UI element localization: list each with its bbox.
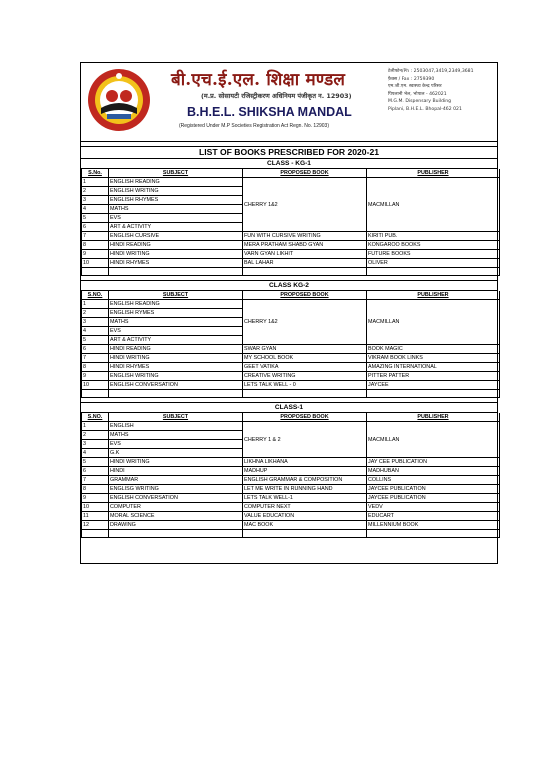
- empty-cell: [109, 530, 243, 538]
- book-cell: VARN GYAN LIKHIT: [243, 250, 367, 259]
- class-title: CLASS KG-2: [81, 280, 497, 291]
- table-header-row: [82, 291, 500, 300]
- class-title: CLASS-1: [81, 402, 497, 413]
- publisher-cell: JAYCEE PUBLICATION: [367, 494, 500, 503]
- sno-cell: 5: [82, 214, 109, 223]
- subject-cell: HINDI: [109, 467, 243, 476]
- sno-cell: 9: [82, 250, 109, 259]
- publisher-cell: AMAZING INTERNATIONAL: [367, 363, 500, 372]
- publisher-cell: MACMILLAN: [367, 422, 500, 458]
- subject-cell: ART & ACTIVITY: [109, 336, 243, 345]
- contact-block: [388, 68, 498, 114]
- sno-cell: 2: [82, 187, 109, 196]
- table-row: [82, 485, 500, 494]
- sno-cell: 3: [82, 196, 109, 205]
- sno-cell: 9: [82, 372, 109, 381]
- table-row: [82, 494, 500, 503]
- book-cell: CHERRY 1&2: [243, 178, 367, 232]
- subject-cell: GRAMMAR: [109, 476, 243, 485]
- publisher-cell: VEDV: [367, 503, 500, 512]
- subject-cell: ENGLISH: [109, 422, 243, 431]
- book-cell: MERA PRATHAM SHABD GYAN: [243, 241, 367, 250]
- empty-cell: [367, 390, 500, 398]
- book-cell: LETS TALK WELL-1: [243, 494, 367, 503]
- publisher-header: PUBLISHER: [367, 291, 500, 300]
- book-cell: COMPUTER NEXT: [243, 503, 367, 512]
- hindi-title: बी.एच.ई.एल. शिक्षा मण्डल: [171, 70, 346, 90]
- subject-cell: ENGLISH RHYMES: [109, 196, 243, 205]
- sno-cell: 2: [82, 431, 109, 440]
- publisher-cell: MACMILLAN: [367, 178, 500, 232]
- publisher-header: PUBLISHER: [367, 169, 500, 178]
- book-header: PROPOSED BOOK: [243, 291, 367, 300]
- table-row: [82, 467, 500, 476]
- sno-cell: 2: [82, 309, 109, 318]
- subject-header: SUBJECT: [109, 169, 243, 178]
- sections-container: [81, 158, 497, 538]
- book-list-sheet: [80, 62, 498, 564]
- subject-cell: G.K: [109, 449, 243, 458]
- book-cell: LIKHNA LIKHANA: [243, 458, 367, 467]
- publisher-cell: JAY CEE PUBLICATION: [367, 458, 500, 467]
- publisher-cell: MILLENNIUM BOOK: [367, 521, 500, 530]
- subject-cell: ENGLISH WRITING: [109, 187, 243, 196]
- table-row: [82, 521, 500, 530]
- empty-cell: [243, 530, 367, 538]
- sno-cell: 8: [82, 363, 109, 372]
- table-row: [82, 300, 500, 309]
- publisher-cell: JAYCEE PUBLICATION: [367, 485, 500, 494]
- table-row: [82, 354, 500, 363]
- sno-header: S.NO.: [82, 413, 109, 422]
- subject-cell: ENGLISH CONVERSATION: [109, 381, 243, 390]
- empty-cell: [82, 268, 109, 276]
- book-cell: BAL LAHAR: [243, 259, 367, 268]
- subject-cell: MATHS: [109, 205, 243, 214]
- subject-cell: HINDI WRITING: [109, 458, 243, 467]
- sno-cell: 6: [82, 467, 109, 476]
- english-title: B.H.E.L. SHIKSHA MANDAL: [187, 105, 352, 119]
- subject-cell: EVS: [109, 440, 243, 449]
- book-table: [81, 413, 500, 538]
- publisher-cell: MACMILLAN: [367, 300, 500, 345]
- book-cell: MAC BOOK: [243, 521, 367, 530]
- spacer-row: [82, 268, 500, 276]
- sno-cell: 7: [82, 476, 109, 485]
- sno-cell: 7: [82, 232, 109, 241]
- subject-cell: ENGLISH READING: [109, 178, 243, 187]
- publisher-cell: OLIVER: [367, 259, 500, 268]
- publisher-cell: FUTURE BOOKS: [367, 250, 500, 259]
- table-row: [82, 503, 500, 512]
- table-row: [82, 363, 500, 372]
- sno-cell: 6: [82, 345, 109, 354]
- subject-cell: HINDI RHYMES: [109, 259, 243, 268]
- subject-cell: ENGLISH CURSIVE: [109, 232, 243, 241]
- sno-cell: 11: [82, 512, 109, 521]
- subject-header: SUBJECT: [109, 291, 243, 300]
- subject-cell: MATHS: [109, 431, 243, 440]
- sno-cell: 10: [82, 259, 109, 268]
- sno-header: S.No.: [82, 169, 109, 178]
- contact-line: फ़ैक्स / Fax : 2759390: [388, 76, 435, 82]
- book-cell: ENGLISH GRAMMAR & COMPOSITION: [243, 476, 367, 485]
- contact-line: पिपलानी भेल, भोपाल - 462021: [388, 91, 447, 97]
- book-cell: LET ME WRITE IN RUNNING HAND: [243, 485, 367, 494]
- subject-header: SUBJECT: [109, 413, 243, 422]
- book-header: PROPOSED BOOK: [243, 413, 367, 422]
- sno-cell: 5: [82, 458, 109, 467]
- sno-cell: 8: [82, 485, 109, 494]
- subject-cell: ENGLISH CONVERSATION: [109, 494, 243, 503]
- publisher-cell: JAYCEE: [367, 381, 500, 390]
- subject-cell: MATHS: [109, 318, 243, 327]
- publisher-cell: PITTER PATTER: [367, 372, 500, 381]
- book-cell: CHERRY 1&2: [243, 300, 367, 345]
- empty-cell: [243, 268, 367, 276]
- sno-cell: 3: [82, 318, 109, 327]
- subject-cell: HINDI READING: [109, 345, 243, 354]
- publisher-header: PUBLISHER: [367, 413, 500, 422]
- sno-cell: 10: [82, 381, 109, 390]
- english-subtitle: (Registered Under M.P Societies Registration Act Regn. No. 12903): [179, 123, 329, 129]
- sno-cell: 7: [82, 354, 109, 363]
- book-cell: VALUE EDUCATION: [243, 512, 367, 521]
- empty-cell: [243, 390, 367, 398]
- subject-cell: ENGLISG WRITING: [109, 485, 243, 494]
- subject-cell: HINDI RHYMES: [109, 363, 243, 372]
- table-row: [82, 241, 500, 250]
- table-row: [82, 422, 500, 431]
- empty-cell: [82, 530, 109, 538]
- subject-cell: HINDI WRITING: [109, 250, 243, 259]
- subject-cell: COMPUTER: [109, 503, 243, 512]
- contact-line: एम.जी.एम. स्वास्थ्य केन्द्र परिसर: [388, 84, 442, 90]
- book-cell: FUN WITH CURSIVE WRITING: [243, 232, 367, 241]
- table-row: [82, 250, 500, 259]
- publisher-cell: VIKRAM BOOK LINKS: [367, 354, 500, 363]
- book-cell: LETS TALK WELL - 0: [243, 381, 367, 390]
- table-row: [82, 512, 500, 521]
- page-title: LIST OF BOOKS PRESCRIBED FOR 2020-21: [81, 146, 497, 158]
- sno-cell: 4: [82, 205, 109, 214]
- sno-cell: 5: [82, 336, 109, 345]
- class-title: CLASS - KG-1: [81, 158, 497, 169]
- table-row: [82, 259, 500, 268]
- subject-cell: EVS: [109, 327, 243, 336]
- book-cell: CHERRY 1 & 2: [243, 422, 367, 458]
- book-cell: CREATIVE WRITING: [243, 372, 367, 381]
- book-table: [81, 169, 500, 276]
- empty-cell: [367, 268, 500, 276]
- subject-cell: DRAWING: [109, 521, 243, 530]
- book-cell: MADHUP: [243, 467, 367, 476]
- book-table: [81, 291, 500, 398]
- subject-cell: MORAL SCIENCE: [109, 512, 243, 521]
- sno-cell: 6: [82, 223, 109, 232]
- publisher-cell: KIRITI PUB.: [367, 232, 500, 241]
- sno-cell: 8: [82, 241, 109, 250]
- table-header-row: [82, 413, 500, 422]
- sno-cell: 4: [82, 449, 109, 458]
- publisher-cell: COLLINS: [367, 476, 500, 485]
- spacer-row: [82, 530, 500, 538]
- school-emblem-logo: [87, 68, 151, 132]
- table-row: [82, 232, 500, 241]
- sno-cell: 3: [82, 440, 109, 449]
- book-cell: SWAR GYAN: [243, 345, 367, 354]
- publisher-cell: EDUCART: [367, 512, 500, 521]
- contact-line: M.G.M. Dispensary Building: [388, 99, 452, 105]
- sno-cell: 1: [82, 300, 109, 309]
- publisher-cell: KONGAROO BOOKS: [367, 241, 500, 250]
- publisher-cell: MADHUBAN: [367, 467, 500, 476]
- table-header-row: [82, 169, 500, 178]
- contact-line: टेलीफोन/Ph : 2503047,3419,2349,3681: [388, 69, 474, 74]
- book-cell: MY SCHOOL BOOK: [243, 354, 367, 363]
- table-row: [82, 345, 500, 354]
- publisher-cell: BOOK MAGIC: [367, 345, 500, 354]
- hindi-subtitle: (म.प्र. सोसायटी रजिस्ट्रीकरण अधिनियम पंजीकृत न. 12903): [201, 92, 352, 100]
- subject-cell: ENGLISH RYMES: [109, 309, 243, 318]
- book-header: PROPOSED BOOK: [243, 169, 367, 178]
- sno-cell: 1: [82, 178, 109, 187]
- empty-cell: [109, 268, 243, 276]
- sno-header: S.NO.: [82, 291, 109, 300]
- subject-cell: ART & ACTIVITY: [109, 223, 243, 232]
- letterhead: [81, 63, 497, 142]
- table-row: [82, 381, 500, 390]
- sno-cell: 4: [82, 327, 109, 336]
- sno-cell: 12: [82, 521, 109, 530]
- empty-cell: [367, 530, 500, 538]
- table-row: [82, 458, 500, 467]
- contact-line: Piplani, B.H.E.L. Bhopal-462 021: [388, 106, 462, 112]
- empty-cell: [109, 390, 243, 398]
- subject-cell: ENGLISH WRITING: [109, 372, 243, 381]
- subject-cell: ENGLISH READING: [109, 300, 243, 309]
- subject-cell: EVS: [109, 214, 243, 223]
- sno-cell: 1: [82, 422, 109, 431]
- table-row: [82, 476, 500, 485]
- subject-cell: HINDI WRITING: [109, 354, 243, 363]
- table-row: [82, 178, 500, 187]
- subject-cell: HINDI READING: [109, 241, 243, 250]
- sno-cell: 9: [82, 494, 109, 503]
- sno-cell: 10: [82, 503, 109, 512]
- spacer-row: [82, 390, 500, 398]
- book-cell: GEET VATIKA: [243, 363, 367, 372]
- table-row: [82, 372, 500, 381]
- empty-cell: [82, 390, 109, 398]
